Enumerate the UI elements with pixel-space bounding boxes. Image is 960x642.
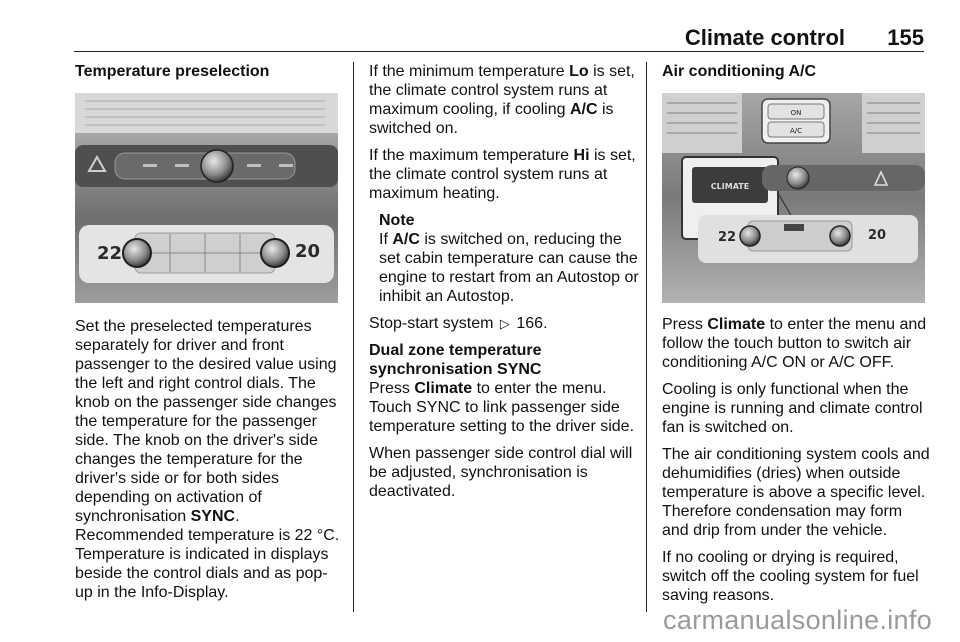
figure-air-conditioning [662,93,925,303]
figure-temperature-dials [75,93,338,303]
page-reference-arrow-icon: ▷ [499,316,510,331]
max-temperature-text: If the maximum temperature Hi is set, the climate control system runs at maximum heating. [369,147,636,202]
ac-press-climate-text: Press Climate to enter the menu and follow the touch button to switch air conditioning A/C ON or A/C OFF. [662,316,927,371]
left-temp-display: 22 [97,243,123,264]
right-control-dial [261,239,289,267]
min-temperature-text: If the minimum temperature Lo is set, the climate control system runs at maximum cooling, if cooling A/C is switched on. [369,63,635,137]
ac-dehumidify-text: The air conditioning system cools and dehumidifies (dries) when outside temperature is above a specific level. Therefore condensation may form and drip from under the vehicle. [662,446,930,539]
left-control-dial [740,226,760,246]
ac-button-label: A/C [789,127,803,135]
note-block [379,211,639,306]
stop-start-reference[interactable]: Stop-start system ▷ 166. [369,315,548,332]
column-1 [75,62,345,610]
right-temp-display: 20 [295,241,321,262]
ac-cooling-condition-text: Cooling is only functional when the engine is running and climate control fan is switched on. [662,381,923,436]
column-divider-1 [353,62,354,612]
header-rule [74,51,924,52]
ac-fuel-saving-text: If no cooling or drying is required, switch off the cooling system for fuel saving reasons. [662,549,919,604]
left-temp-display: 22 [718,230,737,245]
on-button-label: ON [790,109,802,117]
column-3 [662,62,932,613]
note-title: Note [379,212,415,229]
page-number: 155 [887,25,924,50]
recommended-temperature-text: Recommended temperature is 22 °C. Temperature is indicated in displays beside the control dials and as pop-up in the Info-Display. [75,527,340,601]
column-divider-2 [646,62,647,612]
heading-dual-zone-sync: Dual zone temperature synchronisation SYNC [369,342,542,378]
climate-button-label: CLIMATE [710,182,750,191]
note-text: If A/C is switched on, reducing the set cabin temperature can cause the engine to restart from an Autostop or inhibit an Autostop. [379,231,639,305]
sync-deactivation-text: When passenger side control dial will be adjusted, synchronisation is deactivated. [369,445,633,500]
right-control-dial [830,226,850,246]
column-2 [369,62,639,509]
sync-instructions-text: Press Climate to enter the menu. Touch SYNC to link passenger side temperature setting to the driver side. [369,380,635,435]
left-control-dial [123,239,151,267]
heading-air-conditioning: Air conditioning A/C [662,63,817,80]
heading-temperature-preselection: Temperature preselection [75,63,270,80]
section-title: Climate control [684,25,845,50]
page-header [0,0,960,52]
temperature-preselection-text: Set the preselected temperatures separately for driver and front passenger to the desired value using the left and right control dials. The knob on the passenger side changes the temperature for the passenger side. The knob on the driver's side changes the temperature for the driver's side or for both sides depending on activation of synchronisation SYNC. [75,318,337,525]
right-temp-display: 20 [868,228,887,243]
watermark: carmanualsonline.info [663,605,932,635]
